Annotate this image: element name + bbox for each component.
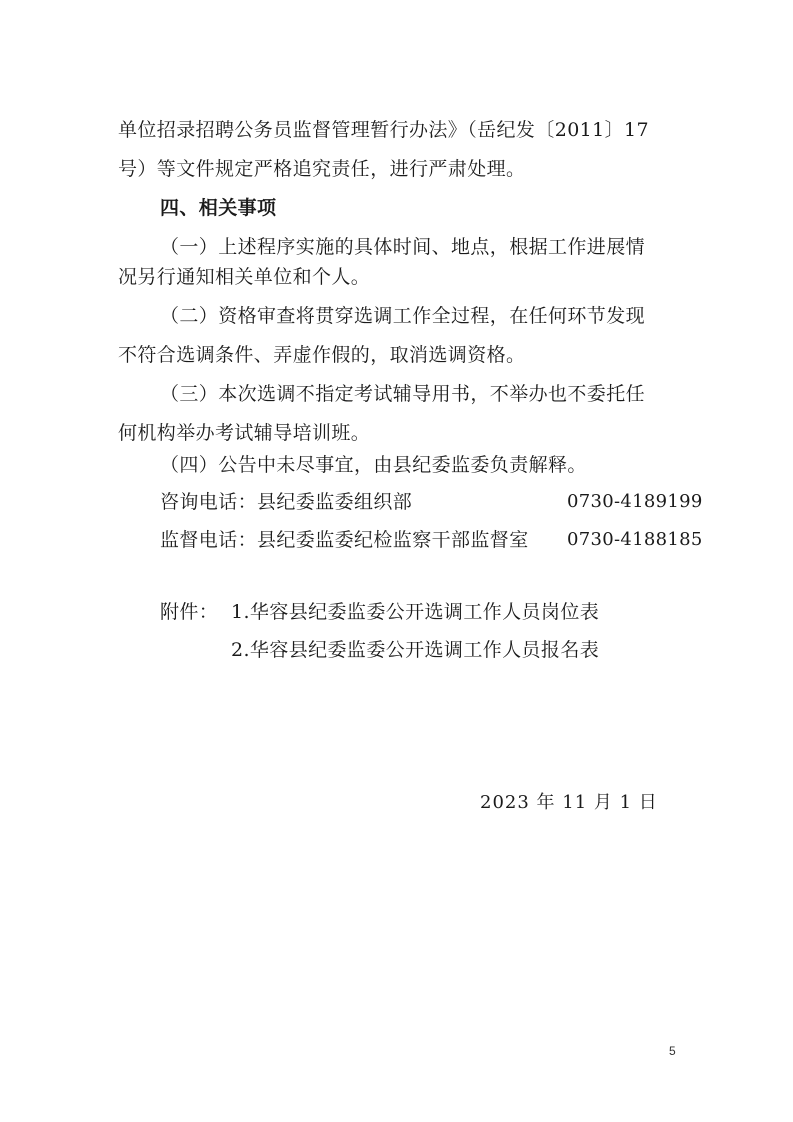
item-2-line-2: 不符合选调条件、弄虚作假的，取消选调资格。 [118, 344, 526, 366]
paragraph-line: 单位招录招聘公务员监督管理暂行办法》（岳纪发〔2011〕17 [118, 119, 650, 141]
page-number: 5 [669, 1044, 676, 1058]
contact-supervision-label: 监督电话：县纪委监委纪检监察干部监督室 [160, 529, 529, 551]
item-4-line-1: （四）公告中未尽事宜，由县纪委监委负责解释。 [160, 454, 587, 476]
attachment-item-1: 1.华容县纪委监委公开选调工作人员岗位表 [231, 601, 600, 623]
contact-consult-label: 咨询电话：县纪委监委组织部 [160, 491, 413, 513]
item-3-line-2: 何机构举办考试辅导培训班。 [118, 422, 371, 444]
item-1-line-1: （一）上述程序实施的具体时间、地点，根据工作进展情 [160, 236, 646, 258]
document-date: 2023 年 11 月 1 日 [480, 792, 658, 813]
attachments-label: 附件： [160, 601, 219, 623]
item-2-line-1: （二）资格审查将贯穿选调工作全过程，在任何环节发现 [160, 305, 646, 327]
item-1-line-2: 况另行通知相关单位和个人。 [118, 266, 371, 288]
contact-supervision-number: 0730-4188185 [567, 529, 703, 550]
section-heading: 四、相关事项 [160, 197, 277, 219]
contact-consult-number: 0730-4189199 [567, 491, 703, 512]
attachment-item-2: 2.华容县纪委监委公开选调工作人员报名表 [231, 639, 600, 661]
item-3-line-1: （三）本次选调不指定考试辅导用书，不举办也不委托任 [160, 383, 646, 405]
paragraph-line: 号）等文件规定严格追究责任，进行严肃处理。 [118, 158, 526, 180]
